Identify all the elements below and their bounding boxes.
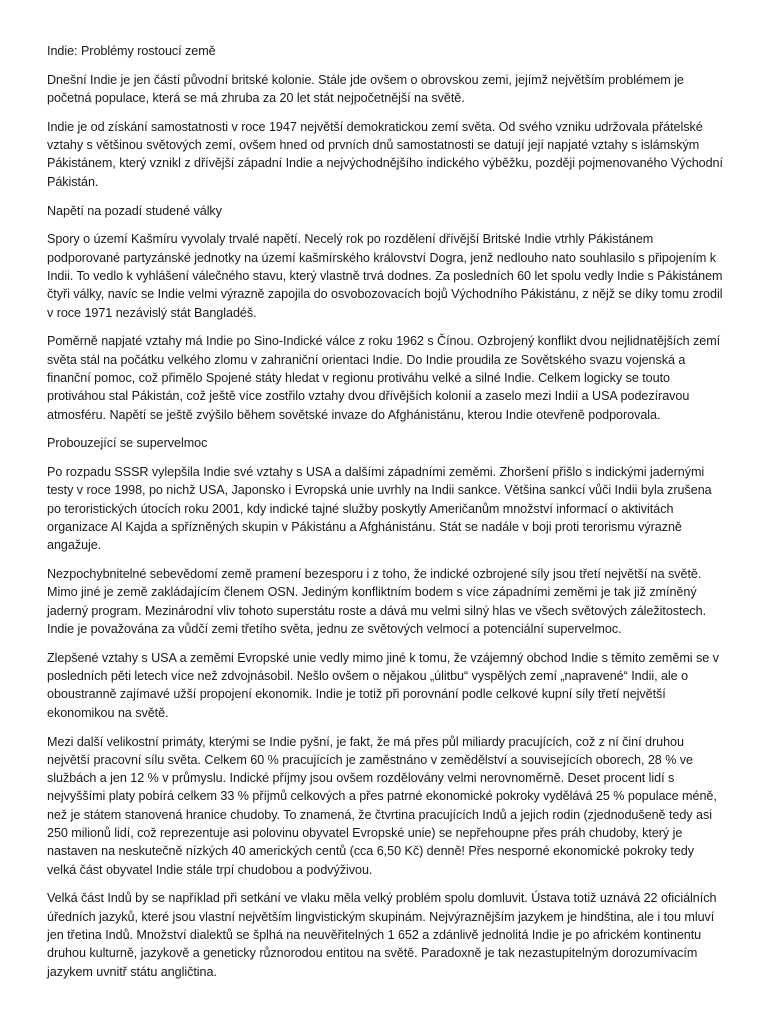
page-title: Indie: Problémy rostoucí země [47, 44, 216, 58]
paragraph: Mezi další velikostní primáty, kterými se Indie pyšní, je fakt, že má přes půl miliardy pracujících, což z ní činí druhou největší pracovní sílu světa. Celkem 60 % pracujících je zaměstnáno v zemědělství a souvisejících oborech, 28 % ve službách a jen 12 % v průmyslu. Indické příjmy jsou ovšem rozdělovány velmi nerovnoměrně. Deset procent lidí s nejvyššími platy pobírá celkem 33 % příjmů celkových a přes patrné ekonomické pokroky vydělává 25 % populace méně, než je státem stanovená hranice chudoby. To znamená, že čtvrtina pracujících Indů a jejich rodin (zjednodušeně tedy asi 250 milionů lidí, což reprezentuje asi polovinu obyvatel Evropské unie) se nepřehoupne přes práh chudoby, který je nastaven na neskutečně nízkých 40 amerických centů (cca 6,50 Kč) denně! Přes nesporné ekonomické pokroky tedy velká část obyvatel Indie stále trpí chudobou a podvýživou. [47, 734, 717, 877]
document-body [47, 42, 723, 991]
section-heading: Napětí na pozadí studené války [47, 203, 222, 218]
paragraph: Po rozpadu SSSR vylepšila Indie své vztahy s USA a dalšími západními zeměmi. Zhoršení přišlo s indickými jadernými testy v roce 1998, po nichž USA, Japonsko i Evropská unie uvrhly na Indii sankce. Většina sankcí vůči Indii byla zrušena po teroristických útocích roku 2001, kdy indické tajné služby poskytly Američanům množství informací o aktivitách organizace Al Kajda a spřízněných skupin v Pákistánu a Afghánistánu. Stát se nadále v boji proti terorismu výrazně angažuje. [47, 465, 712, 553]
paragraph: Velká část Indů by se například při setkání ve vlaku měla velký problém spolu domluvit. Ústava totiž uznává 22 oficiálních úředních jazyků, které jsou vlastní největším lingvistickým skupinám. Nejvýraznějším jazykem je hindština, ale i tou mluví jen třetina Indů. Množství dialektů se šplhá na neuvěřitelných 1 652 a zdánlivě jednolitá Indie je po africkém kontinentu druhou kulturně, jazykově a geneticky různorodou entitou na světě. Paradoxně je tak nezastupitelným dorozumívacím jazykem uvnitř státu angličtina. [47, 891, 717, 979]
paragraph: Indie je od získání samostatnosti v roce 1947 největší demokratickou zemí světa. Od svého vzniku udržovala přátelské vztahy s většinou světových zemí, ovšem hned od prvních dnů samostatnosti se datují její napjaté vztahy s islámským Pákistánem, který vznikl z dřívější západní Indie a nejvýchodnějšího indického výběžku, později pojmenovaného Východní Pákistán. [47, 119, 723, 189]
paragraph: Spory o území Kašmíru vyvolaly trvalé napětí. Necelý rok po rozdělení dřívější Britské Indie vtrhly Pákistánem podporované partyzánské jednotky na území kašmírského království Dogra, jenž nedlouho nato souhlasilo s připojením k Indii. To vedlo k vyhlášení válečného stavu, který vlastně trvá dodnes. Za posledních 60 let spolu vedly Indie s Pákistánem čtyři války, navíc se Indie velmi výrazně zapojila do osvobozovacích bojů Východního Pákistánu, z nějž se díky tomu zrodil v roce 1971 nezávislý stát Bangladéš. [47, 232, 723, 320]
section-heading: Probouzející se supervelmoc [47, 436, 208, 451]
paragraph: Dnešní Indie je jen částí původní britské kolonie. Stále jde ovšem o obrovskou zemi, jejímž největším problémem je početná populace, která se má zhruba za 20 let stát nejpočetnější na světě. [47, 72, 684, 106]
paragraph: Nezpochybnitelné sebevědomí země pramení bezesporu i z toho, že indické ozbrojené síly jsou třetí největší na světě. Mimo jiné je země zakládajícím členem OSN. Jediným konfliktním bodem s více západními zeměmi je tak již zmíněný jaderný program. Mezinárodní vliv tohoto superstátu roste a dává mu velmi silný hlas ve všech světových záležitostech. Indie je považována za vůdčí zemi třetího světa, jednu ze světových velmocí a potenciální supervelmoc. [47, 567, 707, 637]
paragraph: Poměrně napjaté vztahy má Indie po Sino-Indické válce z roku 1962 s Čínou. Ozbrojený konflikt dvou nejlidnatějších zemí světa stál na počátku velkého zlomu v zahraniční orientaci Indie. Do Indie proudila ze Sovětského svazu vojenská a finanční pomoc, což přimělo Spojené státy hledat v regionu protiváhu velké a silné Indie. Celkem logicky se touto protiváhou stal Pákistán, což ještě více zostřilo vztahy dvou dřívějších kolonií a zaselo mezi Indií a USA podezíravou atmosféru. Napětí se ještě zvýšilo během sovětské invaze do Afghánistánu, kterou Indie otevřeně podporovala. [47, 334, 721, 422]
paragraph: Zlepšené vztahy s USA a zeměmi Evropské unie vedly mimo jiné k tomu, že vzájemný obchod Indie s těmito zeměmi se v posledních pěti letech více než zdvojnásobil. Nešlo ovšem o nějakou „úlitbu“ vyspělých zemí „napravené“ Indii, ale o oboustranně zajímavé užší propojení ekonomik. Indie je totiž při porovnání podle celkové kupní síly třetí největší ekonomikou na světě. [47, 650, 719, 720]
